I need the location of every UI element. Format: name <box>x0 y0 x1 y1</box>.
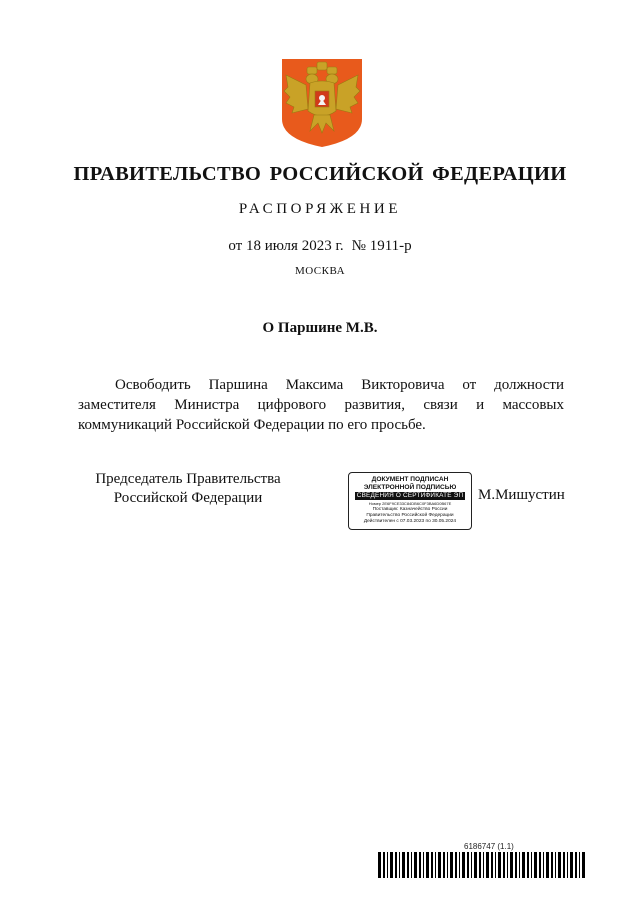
barcode-bar <box>579 852 580 878</box>
barcode-bar <box>395 852 397 878</box>
barcode-bar <box>575 852 577 878</box>
barcode-bar <box>543 852 544 878</box>
barcode-bar <box>522 852 525 878</box>
barcode-bar <box>479 852 481 878</box>
barcode-bar <box>383 852 385 878</box>
document-body: Освободить Паршина Максима Викторовича от должности заместителя Министра цифрового развития, связи и массовых коммуникаций Российской Федерации по его просьбе. <box>78 377 564 433</box>
stamp-number-label: Номер <box>368 501 382 506</box>
stamp-supplier: Поставщик: Казначейство России <box>372 507 448 512</box>
stamp-header <box>349 476 471 491</box>
barcode-bar <box>414 852 417 878</box>
barcode-bar <box>447 852 448 878</box>
barcode-bar <box>407 852 409 878</box>
document-subject: О Паршине М.В. <box>262 320 378 336</box>
barcode-bar <box>459 852 460 878</box>
coat-of-arms-emblem <box>280 57 364 149</box>
barcode-bar <box>474 852 477 878</box>
barcode-bar <box>510 852 513 878</box>
barcode-bar <box>495 852 496 878</box>
document-date-line <box>0 238 640 255</box>
barcode <box>378 852 586 878</box>
stamp-validity: Действителен с 07.03.2023 по 30.05.2024 <box>363 519 457 525</box>
barcode-bar <box>471 852 472 878</box>
document-date: от 18 июля 2023 г. <box>228 238 344 254</box>
barcode-bar <box>546 852 549 878</box>
government-title: ПРАВИТЕЛЬСТВО РОССИЙСКОЙ ФЕДЕРАЦИИ <box>73 163 567 185</box>
barcode-bar <box>570 852 573 878</box>
electronic-signature-stamp <box>348 472 472 530</box>
barcode-bar <box>402 852 405 878</box>
barcode-bar <box>555 852 556 878</box>
barcode-bar <box>563 852 565 878</box>
barcode-bar <box>539 852 541 878</box>
signer-name: М.Мишустин <box>478 487 565 503</box>
barcode-bar <box>498 852 501 878</box>
signer-title <box>78 470 298 508</box>
document-city: МОСКВА <box>294 265 346 277</box>
barcode-bar <box>527 852 529 878</box>
barcode-bar <box>558 852 561 878</box>
barcode-bar <box>483 852 484 878</box>
barcode-bar <box>387 852 388 878</box>
barcode-bar <box>419 852 421 878</box>
stamp-line1: ДОКУМЕНТ ПОДПИСАН <box>371 476 449 483</box>
barcode-bar <box>519 852 520 878</box>
barcode-bar <box>435 852 436 878</box>
barcode-bar <box>426 852 429 878</box>
stamp-owner: Правительство Российской Федерации <box>366 513 454 519</box>
barcode-bar <box>443 852 445 878</box>
document-code: 6186747 (1.1) <box>464 842 514 851</box>
document-number: № 1911-р <box>351 238 412 254</box>
barcode-bar <box>411 852 412 878</box>
document-type: РАСПОРЯЖЕНИЕ <box>238 201 402 217</box>
barcode-bar <box>551 852 553 878</box>
barcode-bar <box>431 852 433 878</box>
barcode-bar <box>534 852 537 878</box>
stamp-line2: ЭЛЕКТРОННОЙ ПОДПИСЬЮ <box>363 483 457 491</box>
barcode-bar <box>450 852 453 878</box>
barcode-bar <box>507 852 508 878</box>
barcode-bar <box>503 852 505 878</box>
barcode-bar <box>455 852 457 878</box>
stamp-number-value: 2E6F9CE33C84DB6C0F3BA6D0B67E <box>382 501 452 506</box>
barcode-bar <box>462 852 465 878</box>
signer-title-line2: Российской Федерации <box>113 490 263 506</box>
signer-title-line1: Председатель Правительства <box>95 471 281 487</box>
barcode-bar <box>438 852 441 878</box>
barcode-bar <box>467 852 469 878</box>
barcode-bar <box>378 852 381 878</box>
barcode-bar <box>515 852 517 878</box>
barcode-bar <box>531 852 532 878</box>
barcode-bar <box>423 852 424 878</box>
barcode-bar <box>567 852 568 878</box>
barcode-bar <box>390 852 393 878</box>
barcode-bar <box>491 852 493 878</box>
barcode-bar <box>399 852 400 878</box>
barcode-bar <box>486 852 489 878</box>
barcode-bar <box>582 852 585 878</box>
stamp-certificate-label: СВЕДЕНИЯ О СЕРТИФИКАТЕ ЭП <box>356 492 464 499</box>
